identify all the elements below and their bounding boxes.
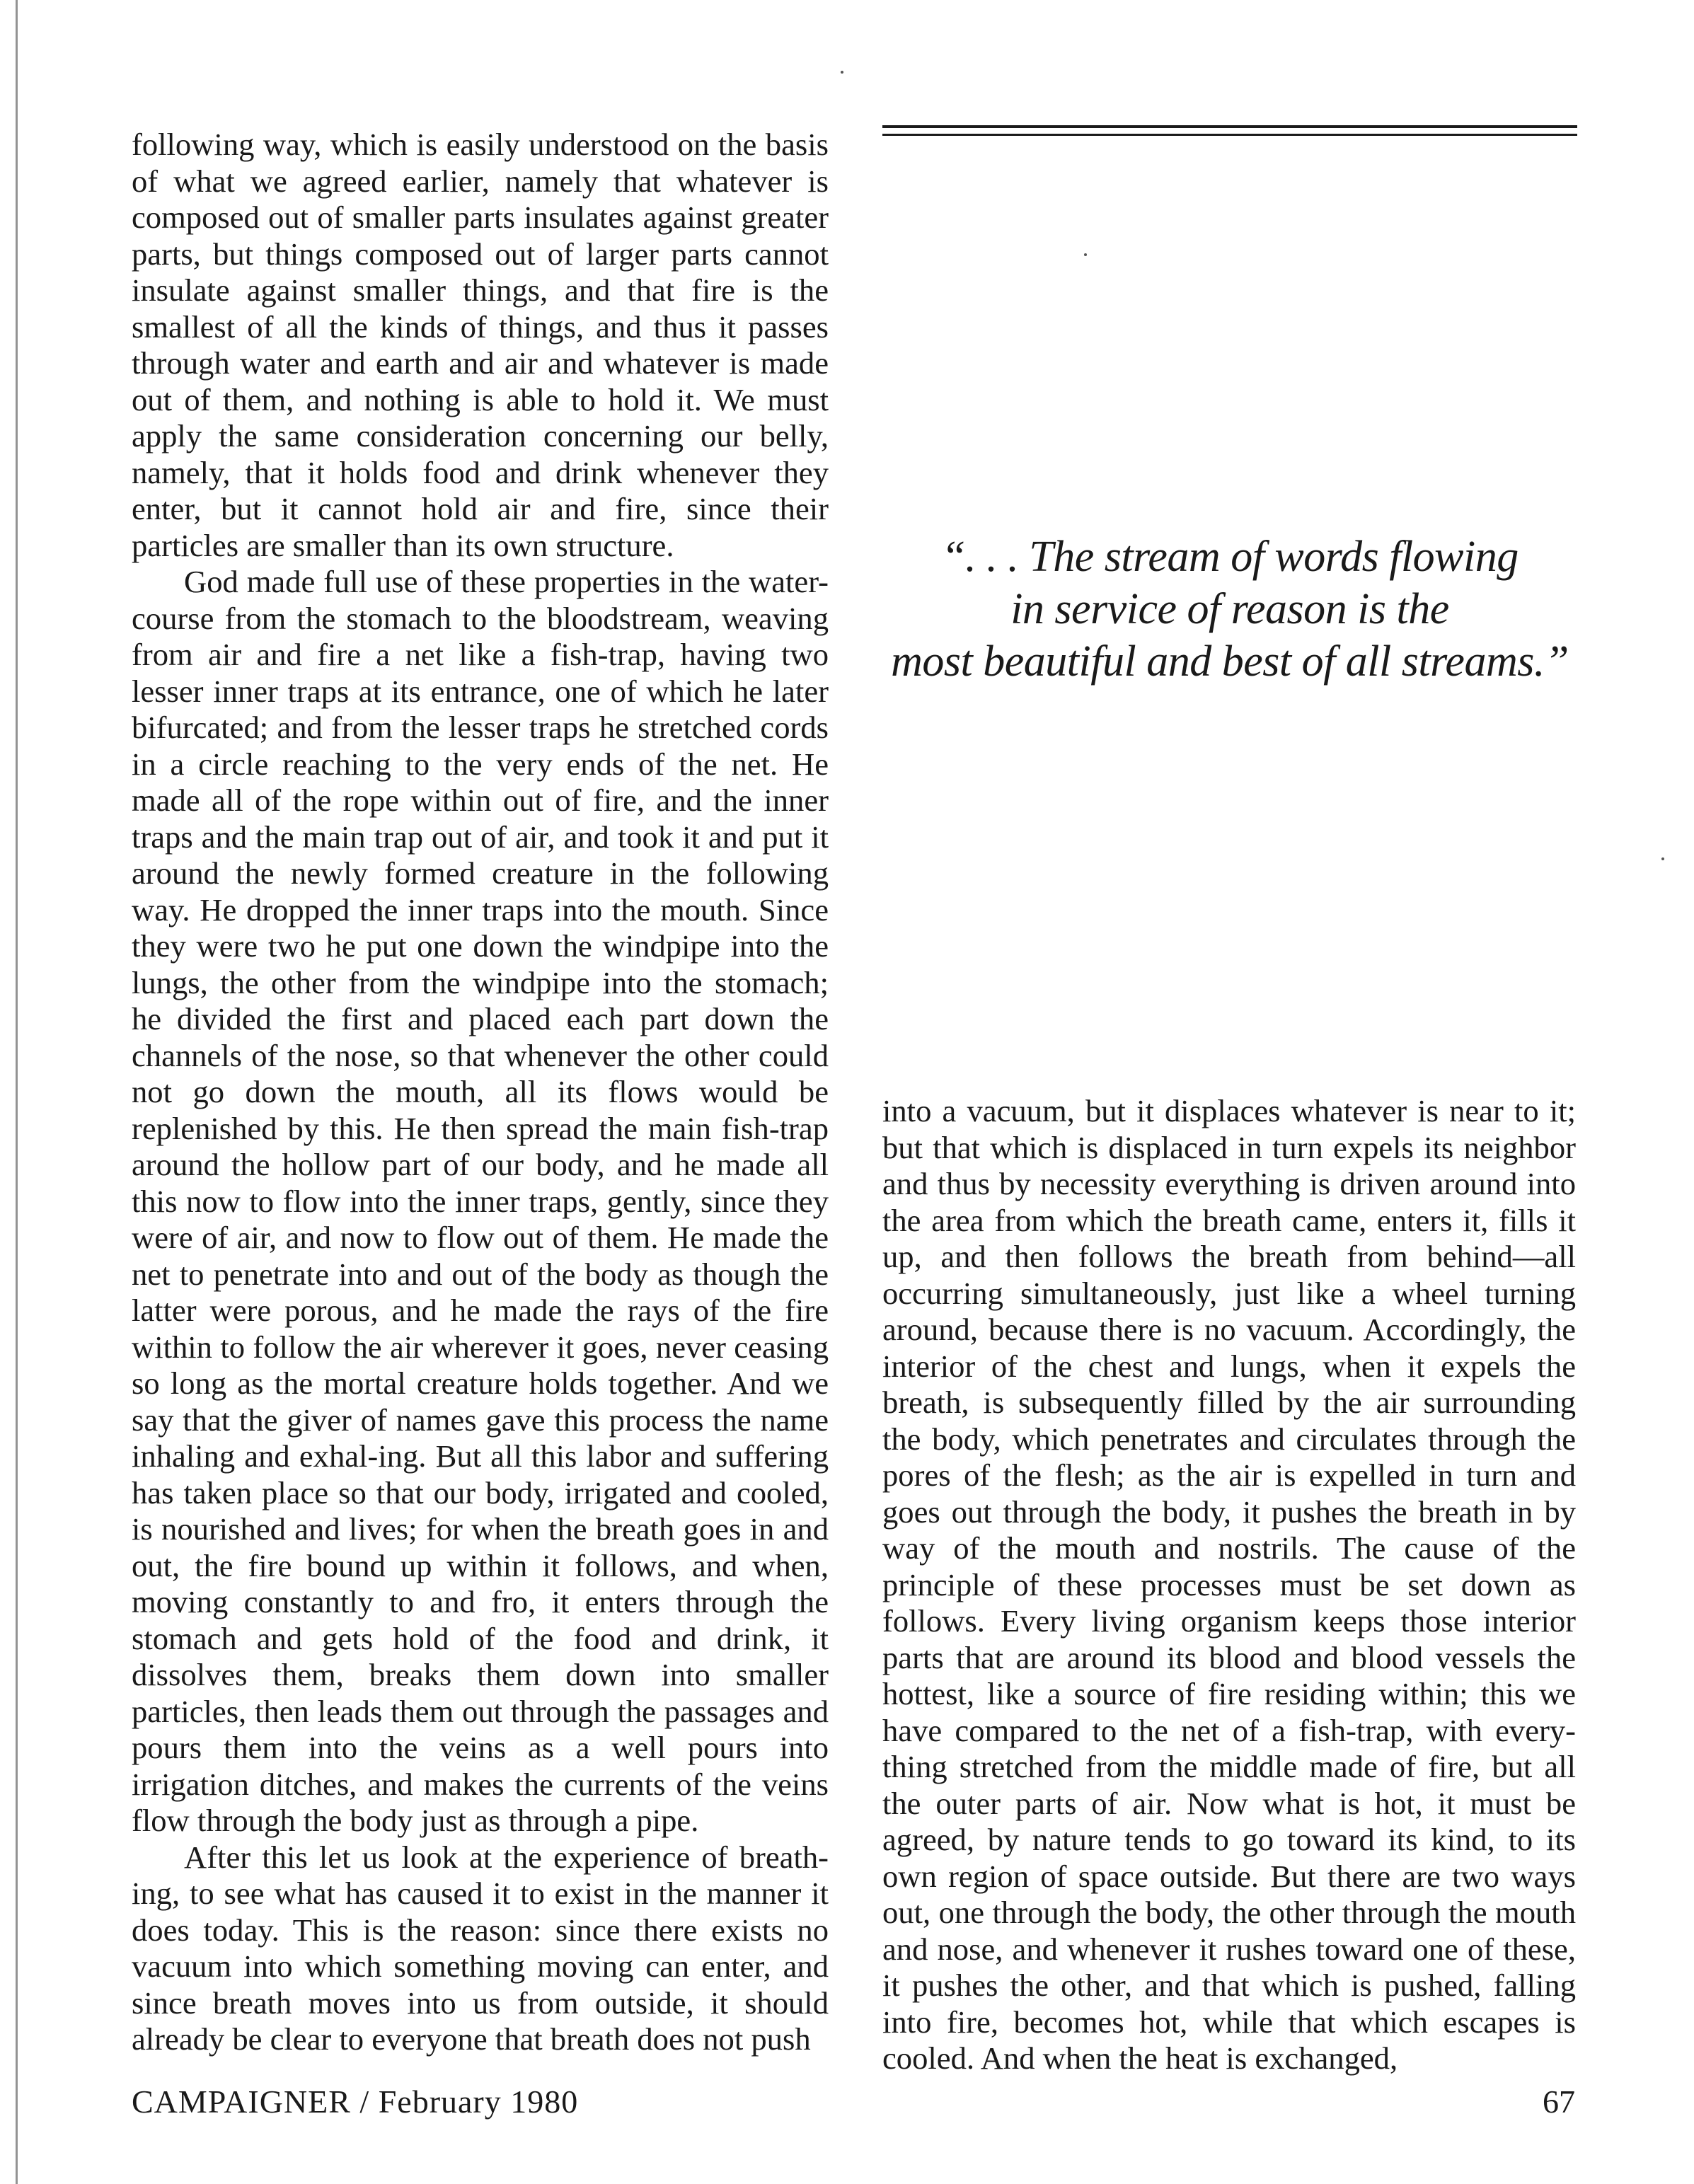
pull-quote xyxy=(882,531,1577,688)
pull-quote-line: most beautiful and best of all streams.” xyxy=(891,637,1569,686)
pull-quote-line: in service of reason is the xyxy=(1010,585,1449,633)
right-text-column xyxy=(882,1093,1576,2077)
paragraph: following way, which is easily understood on the basis of what we agreed earlier, namely that whatever is composed out of smaller parts insulates against greater parts, but things composed out of larger parts cannot insulate against smaller things, and that fire is the smallest of all the kinds of things, and thus it passes through water and earth and air and whatever is made out of them, and nothing is able to hold it. We must apply the same consideration concerning our belly, namely, that it holds food and drink whenever they enter, but it cannot hold air and fire, since their particles are smaller than its own structure. xyxy=(132,127,829,563)
page-edge-shadow xyxy=(16,0,18,2184)
top-rule-thin xyxy=(882,134,1577,136)
left-text-column xyxy=(132,127,829,2058)
paragraph: After this let us look at the experience of breath-ing, to see what has caused it to exist in the manner it does today. This is the reason: since there exists no vacuum into which something moving can enter, and since breath moves into us from outside, it should already be clear to everyone that breath does not push xyxy=(132,1839,829,2057)
paragraph: into a vacuum, but it displaces whatever is near to it; but that which is displaced in turn expels its neighbor and thus by necessity everything is driven around into the area from which the breath came, enters it, fills it up, and then follows the breath from behind—all occurring simultaneously, just like a wheel turning around, because there is no vacuum. Accordingly, the interior of the chest and lungs, when it expels the breath, is subsequently filled by the air surrounding the body, which penetrates and circulates through the pores of the flesh; as the air is expelled in turn and goes out through the body, it pushes the breath in by way of the mouth and nostrils. The cause of the principle of these processes must be set down as follows. Every living organism keeps those interior parts that are around its blood and blood vessels the hottest, like a source of fire residing within; this we have compared to the net of a fish-trap, with every-thing stretched from the middle made of fire, but all the outer parts of air. Now what is hot, it must be agreed, by nature tends to go toward its kind, to its own region of space outside. But there are two ways out, one through the body, the other through the mouth and nose, and whenever it rushes toward one of these, it pushes the other, and that which is pushed, falling into fire, becomes hot, while that which escapes is cooled. And when the heat is exchanged, xyxy=(882,1093,1576,2076)
page-number: 67 xyxy=(1543,2084,1575,2120)
print-speck xyxy=(841,71,843,74)
publication-footer: CAMPAIGNER / February 1980 xyxy=(132,2084,579,2120)
pull-quote-line: “. . . The stream of words flowing xyxy=(941,533,1519,581)
paragraph: God made full use of these properties in the water-course from the stomach to the bloodstream, weaving from air and fire a net like a fish-trap, having two lesser inner traps at its entrance, one of which he later bifurcated; and from the lesser traps he stretched cords in a circle reaching to the very ends of the net. He made all of the rope within out of fire, and the inner traps and the main trap out of air, and took it and put it around the newly formed creature in the following way. He dropped the inner traps into the mouth. Since they were two he put one down the windpipe into the lungs, the other from the windpipe into the stomach; he divided the first and placed each part down the channels of the nose, so that whenever the other could not go down the mouth, all its flows would be replenished by this. He then spread the main fish-trap around the hollow part of our body, and he made all this now to flow into the inner traps, gently, since they were of air, and now to flow out of them. He made the net to penetrate into and out of the body as though the latter were porous, and he made the rays of the fire within to follow the air wherever it goes, never ceasing so long as the mortal creature holds together. And we say that the giver of names gave this process the name inhaling and exhal-ing. But all this labor and suffering has taken place so that our body, irrigated and cooled, is nourished and lives; for when the breath goes in and out, the fire bound up within it follows, and when, moving constantly to and fro, it enters through the stomach and gets hold of the food and drink, it dissolves them, breaks them down into smaller particles, then leads them out through the passages and pours them into the veins as a well pours into irrigation ditches, and makes the currents of the veins flow through the body just as through a pipe. xyxy=(132,564,829,1838)
print-speck xyxy=(1661,857,1664,860)
print-speck xyxy=(1084,253,1087,256)
top-rule xyxy=(882,125,1577,128)
